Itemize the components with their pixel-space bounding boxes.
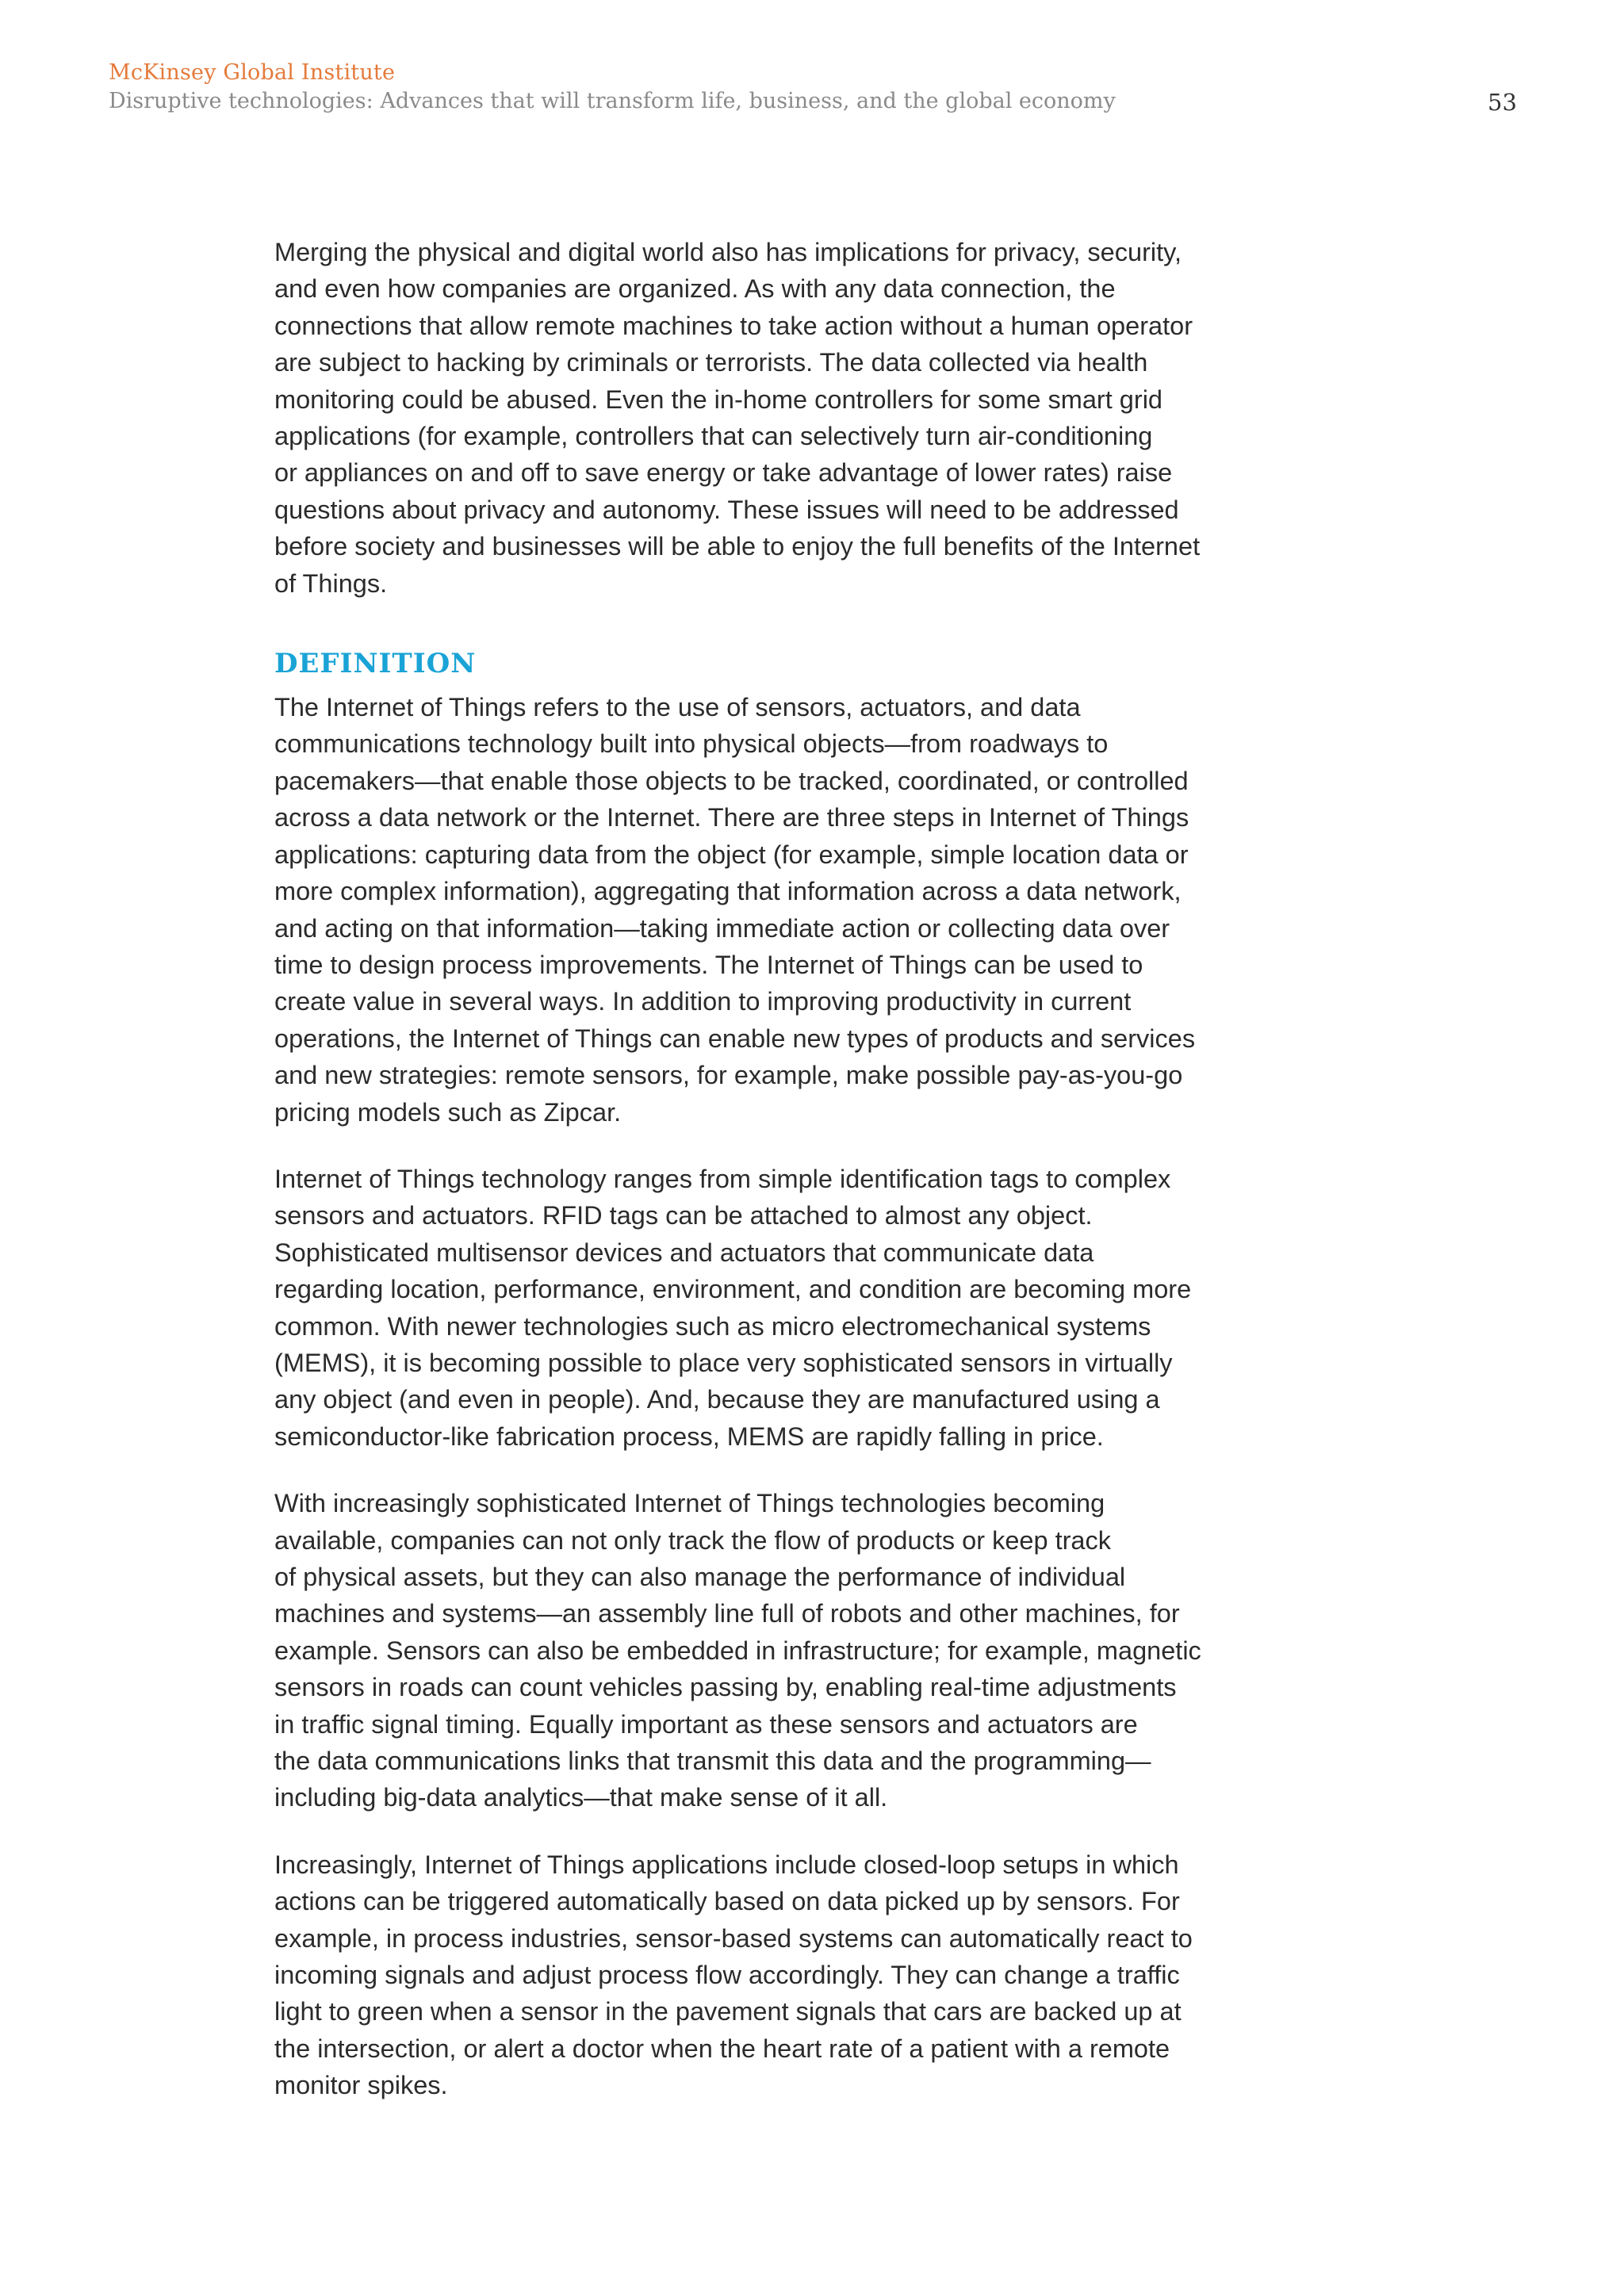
intro-paragraph: Merging the physical and digital world also has implications for privacy, security, and even how companies are organized. As with any data connection, the connections that allow remote machines to take action without a human operator are subject to hacking by criminals or terrorists. The data collected via health monitoring could be abused. Even the in-home controllers for some smart grid applications (for example, controllers that can selectively turn air-conditioning or appliances on and off to save energy or take advantage of lower rates) raise questions about privacy and autonomy. These issues will need to be addressed before society and businesses will be able to enjoy the full benefits of the Internet of Things. — [274, 238, 1201, 598]
technology-paragraph: Internet of Things technology ranges from simple identification tags to complex sensors and actuators. RFID tags can be attached to almost any object. Sophisticated multisensor devices and actuators that communicate data regarding location, performance, environment, and condition are becoming more common. With newer technologies such as micro electromechanical systems (MEMS), it is becoming possible to place very sophisticated sensors in virtually any object (and even in people). And, because they are manufactured using a semiconductor-like fabrication process, MEMS are rapidly falling in price. — [274, 1164, 1192, 1451]
section-heading: DEFINITION — [274, 648, 477, 680]
page-number: 53 — [1488, 89, 1517, 116]
applications-paragraph: With increasingly sophisticated Internet of Things technologies becoming available, companies can not only track the flow of products or keep track of physical assets, but they can also manage the performance of individual machines and systems—an assembly line full of robots and other machines, for example. Sensors can also be embedded in infrastructure; for example, magnetic sensors in roads can count vehicles passing by, enabling real-time adjustments in traffic signal timing. Equally important as these sensors and actuators are the data communications links that transmit this data and the programming— including big-data analytics—that make sense of it all. — [274, 1489, 1201, 1812]
publisher-name: McKinsey Global Institute — [109, 60, 396, 85]
closed-loop-paragraph: Increasingly, Internet of Things applications include closed-loop setups in which actions can be triggered automatically based on data picked up by sensors. For example, in process industries, sensor-based systems can automatically react to incoming signals and adjust process flow accordingly. They can change a traffic light to green when a sensor in the pavement signals that cars are backed up at the intersection, or alert a doctor when the heart rate of a patient with a remote monitor spikes. — [274, 1850, 1193, 2100]
definition-paragraph: The Internet of Things refers to the use of sensors, actuators, and data communications technology built into physical objects—from roadways to pacemakers—that enable those objects to be tracked, coordinated, or controlled across a data network or the Internet. There are three steps in Internet of Things applications: capturing data from the object (for example, simple location data or more complex information), aggregating that information across a data network, and acting on that information—taking immediate action or collecting data over time to design process improvements. The Internet of Things can be used to create value in several ways. In addition to improving productivity in current operations, the Internet of Things can enable new types of products and services and new strategies: remote sensors, for example, make possible pay-as-you-go pricing models such as Zipcar. — [274, 693, 1196, 1127]
report-title: Disruptive technologies: Advances that will transform life, business, and the global economy — [109, 89, 1116, 113]
running-header — [109, 59, 1520, 116]
body-text — [274, 234, 1262, 2104]
